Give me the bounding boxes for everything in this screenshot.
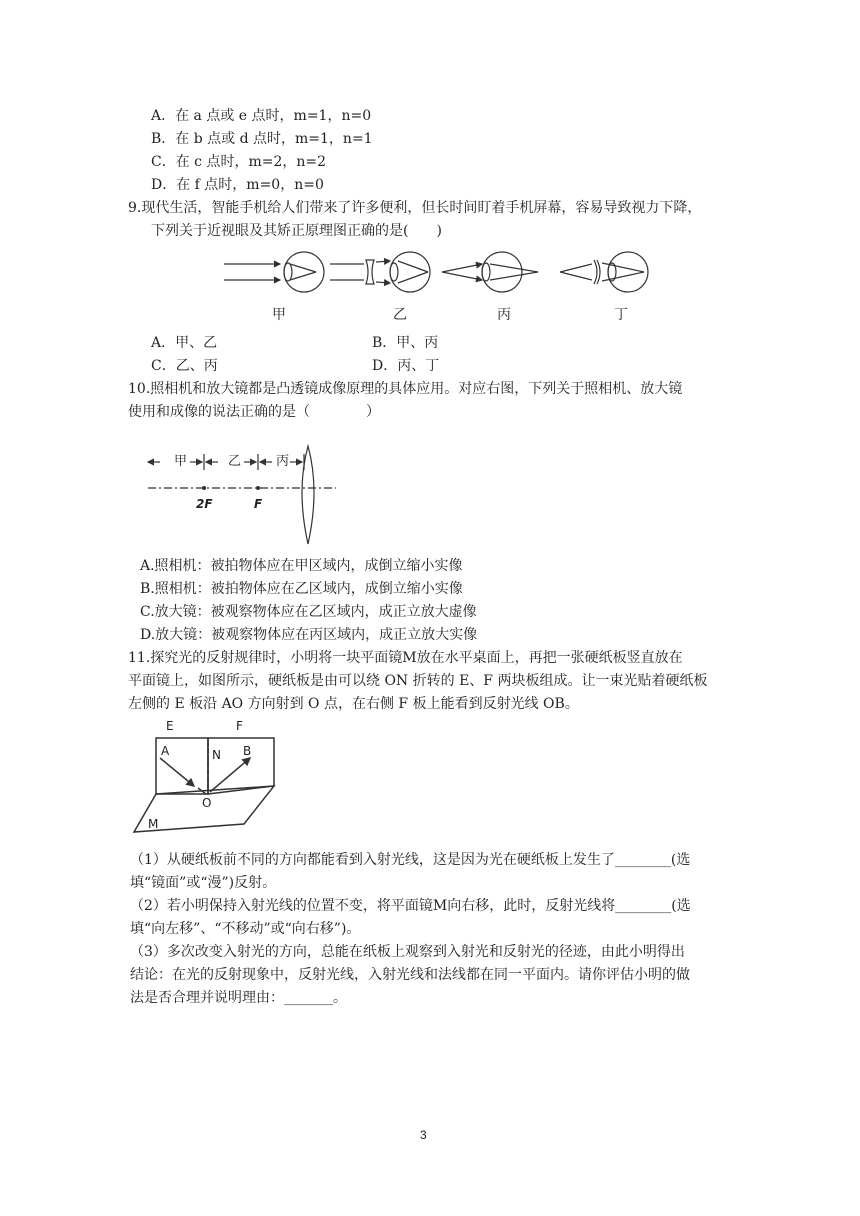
q11-stem-line3: 左侧的 E 板沿 AO 方向射到 O 点，在右侧 F 板上能看到反射光线 OB。 [128,696,579,712]
q11-sub2-line2: 填“向左移”、“不移动”或“向右移”)。 [130,921,361,937]
q9-stem-line2: 下列关于近视眼及其矫正原理图正确的是( ) [151,223,442,239]
q8-option-b: B．在 b 点或 d 点时，m=1，n=1 [151,131,373,147]
q10-point-2f: 2F [196,497,213,511]
q8-option-a: A．在 a 点或 e 点时，m=1，n=0 [151,108,372,124]
q8-option-d: D．在 f 点时，m=0，n=0 [151,177,324,193]
q9-option-c: C．乙、丙 [151,358,218,374]
q10-stem-line2: 使用和成像的说法正确的是（ ） [128,404,380,420]
q9-option-b: B．甲、丙 [372,335,439,351]
q11-label-e: E [166,719,174,733]
q10-lens-figure [140,440,350,550]
q10-stem-line1: 10.照相机和放大镜都是凸透镜成像原理的具体应用。对应右图，下列关于照相机、放大镜 [128,381,683,397]
q9-eye-figure [220,250,660,330]
q11-label-a: A [161,744,170,758]
q9-label-bing: 丙 [497,307,511,323]
q10-option-d: D.放大镜：被观察物体应在丙区域内，成正立放大实像 [140,627,478,643]
q9-label-ding: 丁 [614,307,628,323]
q11-sub1-line1: （1）从硬纸板前不同的方向都能看到入射光线，这是因为光在硬纸板上发生了________(选 [130,852,691,868]
q10-option-c: C.放大镜：被观察物体应在乙区域内，成正立放大虚像 [140,604,477,620]
q9-label-yi: 乙 [393,307,407,323]
q10-option-a: A.照相机：被拍物体应在甲区域内，成倒立缩小实像 [140,558,463,574]
q11-label-o: O [202,796,212,810]
q10-point-f: F [254,497,263,511]
q11-label-f: F [236,719,243,733]
q9-option-a: A．甲、乙 [151,335,218,351]
q11-sub3-line3: 法是否合理并说明理由：_______。 [130,990,347,1006]
page-number: 3 [420,1128,427,1142]
q11-stem-line2: 平面镜上，如图所示，硬纸板是由可以绕 ON 折转的 E、F 两块板组成。让一束光贴着硬纸板 [128,673,708,689]
q10-option-b: B.照相机：被拍物体应在乙区域内，成倒立缩小实像 [140,581,463,597]
q10-region-jia: 甲 [174,454,188,469]
q11-label-m: M [148,817,159,831]
q9-stem-line1: 9.现代生活，智能手机给人们带来了许多便利，但长时间盯着手机屏幕，容易导致视力下降， [128,200,702,216]
q10-region-yi: 乙 [228,454,242,469]
q11-sub3-line1: （3）多次改变入射光的方向，总能在纸板上观察到入射光和反射光的径迹，由此小明得出 [130,944,685,960]
q11-label-n: N [212,748,221,762]
q11-sub2-line1: （2）若小明保持入射光线的位置不变，将平面镜M向右移，此时，反射光线将________(选 [130,898,691,914]
q9-label-jia: 甲 [272,307,286,323]
q9-option-d: D．丙、丁 [372,358,440,374]
q11-sub3-line2: 结论：在光的反射现象中，反射光线，入射光线和法线都在同一平面内。请你评估小明的做 [130,967,690,983]
q11-label-b: B [243,744,252,758]
q11-sub1-line2: 填“镜面”或“漫”)反射。 [130,875,277,891]
q11-stem-line1: 11.探究光的反射规律时，小明将一块平面镜M放在水平桌面上，再把一张硬纸板竖直放在 [128,650,683,666]
q10-region-bing: 丙 [276,454,290,469]
q8-option-c: C．在 c 点时，m=2，n=2 [151,154,327,170]
